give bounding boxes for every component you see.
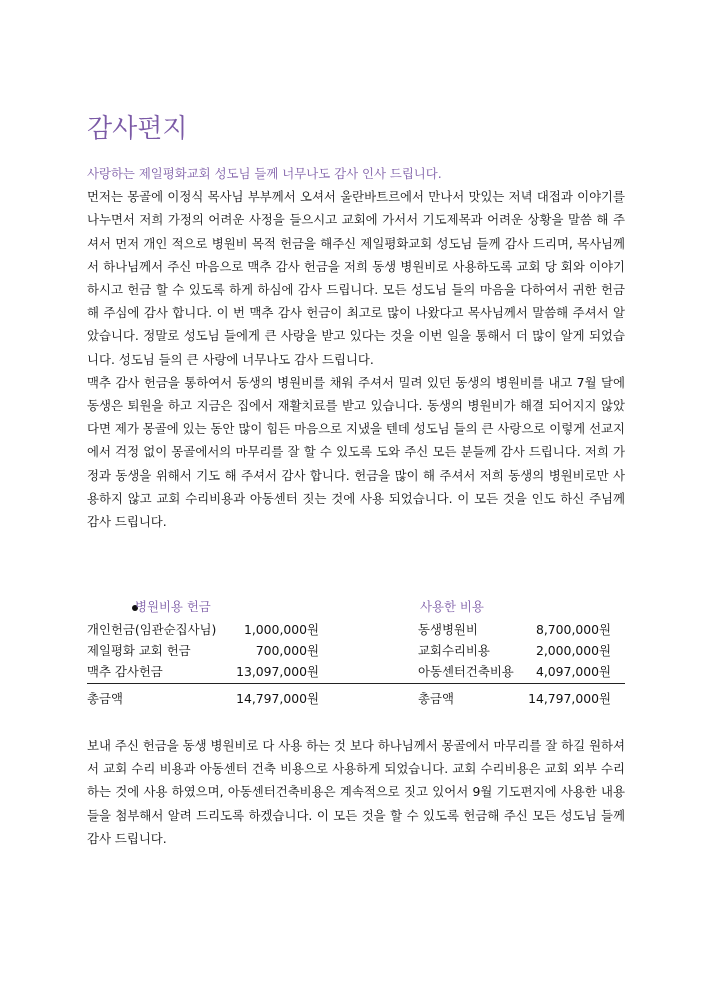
income-header: 병원비용 헌금 bbox=[135, 599, 211, 614]
table-row bbox=[87, 641, 625, 661]
income-label: 제일평화 교회 헌금 bbox=[87, 643, 191, 658]
greeting-line: 사랑하는 제일평화교회 성도님 들께 너무나도 감사 인사 드립니다. bbox=[87, 166, 442, 181]
total-divider bbox=[87, 683, 625, 684]
expense-amount: 2,000,000원 bbox=[535, 643, 611, 658]
letter-body bbox=[87, 162, 625, 533]
total-row bbox=[87, 689, 625, 709]
expense-header: 사용한 비용 bbox=[420, 599, 484, 614]
expense-total-amount: 14,797,000원 bbox=[528, 691, 611, 706]
income-total-label: 총금액 bbox=[87, 691, 123, 706]
table-row bbox=[87, 662, 625, 682]
table-row bbox=[87, 620, 625, 640]
income-amount: 700,000원 bbox=[255, 643, 319, 658]
paragraph-1: 먼저는 몽골에 이정식 목사님 부부께서 오셔서 울란바트르에서 만나서 맛있는 저녁 대접과 이야기를 나누면서 저희 가정의 어려운 사정을 들으시고 교회에 가서서 기도제목과 어려운 상황을 말씀 해 주셔서 먼저 개인 적으로 병원비 목적 헌금을 해주신 제일평화교회 성도님 들께 감사 드리며, 목사님께서 하나님께서 주신 마음으로 맥추 감사 헌금을 저희 동생 병원비로 사용하도록 교회 당 회와 이야기하시고 헌금 할 수 있도록 하게 하심에 감사 드립니다. 모든 성도님 들의 마음을 다하여서 귀한 헌금해 주심에 감사 합니다. 이 번 맥추 감사 헌금이 최고로 많이 나왔다고 목사님께서 말씀해 주셔서 알았습니다. 정말로 성도님 들에게 큰 사랑을 받고 있다는 것을 이번 일을 통해서 더 많이 알게 되었습니다. 성도님 들의 큰 사랑에 너무나도 감사 드립니다. bbox=[87, 189, 625, 367]
expense-amount: 8,700,000원 bbox=[535, 622, 611, 637]
closing-paragraph: 보내 주신 헌금을 동생 병원비로 다 사용 하는 것 보다 하나님께서 몽골에서 마무리를 잘 하길 원하셔서 교회 수리 비용과 아동센터 건축 비용으로 사용하게 되었습니다. 교회 수리비용은 교회 외부 수리하는 것에 사용 하였으며, 아동센터건축비용은 계속적으로 짓고 있어서 9월 기도편지에 사용한 내용들을 첨부해서 알려 드리도록 하겠습니다. 이 모든 것을 할 수 있도록 헌금해 주신 모든 성도님 들께 감사 드립니다. bbox=[87, 738, 625, 846]
paragraph-2: 맥추 감사 헌금을 통하여서 동생의 병원비를 채워 주셔서 밀려 있던 동생의 병원비를 내고 7월 달에 동생은 퇴원을 하고 지금은 집에서 재활치료를 받고 있습니다. 동생의 병원비가 해결 되어지지 않았다면 제가 몽골에 있는 동안 많이 힘든 마음으로 지냈을 텐데 성도님 들의 큰 사랑으로 이렇게 선교지 에서 걱정 없이 몽골에서의 마무리를 잘 할 수 있도록 도와 주신 모든 분들께 감사 드립니다. 저희 가정과 동생을 위해서 기도 해 주셔서 감사 합니다. 헌금을 많이 해 주셔서 저희 동생의 병원비로만 사용하지 않고 교회 수리비용과 아동센터 짓는 것에 사용 되었습니다. 이 모든 것을 인도 하신 주님께 감사 드립니다. bbox=[87, 374, 625, 530]
income-total-amount: 14,797,000원 bbox=[236, 691, 319, 706]
page-title: 감사편지 bbox=[87, 114, 188, 144]
expense-label: 아동센터건축비용 bbox=[418, 664, 514, 679]
income-label: 개인헌금(임관순집사님) bbox=[87, 622, 217, 637]
expense-amount: 4,097,000원 bbox=[535, 664, 611, 679]
income-label: 맥추 감사헌금 bbox=[87, 664, 163, 679]
expense-label: 교회수리비용 bbox=[418, 643, 490, 658]
expense-total-label: 총금액 bbox=[418, 691, 454, 706]
income-amount: 1,000,000원 bbox=[243, 622, 319, 637]
income-amount: 13,097,000원 bbox=[236, 664, 319, 679]
expense-label: 동생병원비 bbox=[418, 622, 478, 637]
